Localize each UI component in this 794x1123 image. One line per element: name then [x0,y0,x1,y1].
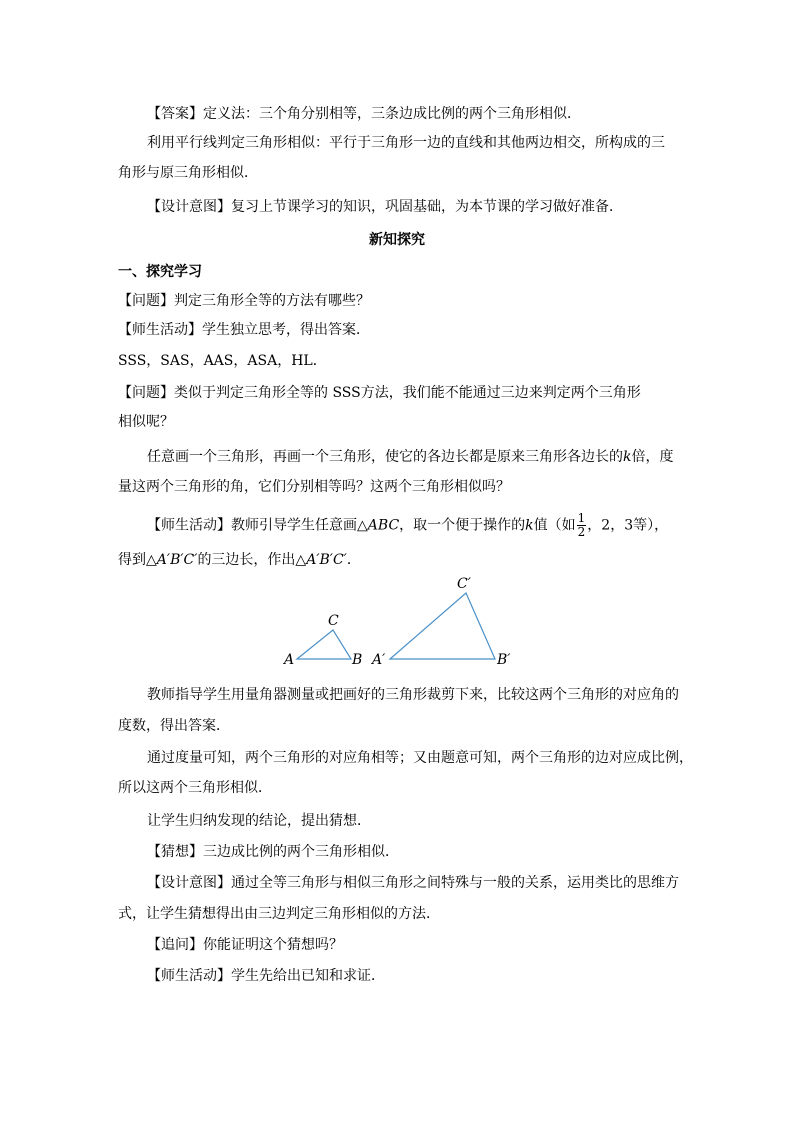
question-line: 【问题】判定三角形全等的方法有哪些？ [118,293,370,309]
text-segment: 任意画一个三角形，再画一个三角形，使它的各边长都是原来三角形各边长的 [147,449,623,465]
fraction-numerator: 1 [577,511,586,525]
paragraph-line: 教师指导学生用量角器测量或把画好的三角形裁剪下来，比较这两个三角形的对应角的 [147,687,679,703]
text-segment: 得到△ [118,552,157,568]
paragraph-line: 式，让学生猜想得出由三边判定三角形相似的方法． [118,906,440,922]
small-triangle [297,630,351,659]
paragraph-line: 通过度量可知，两个三角形的对应角相等；又由题意可知，两个三角形的边对应成比例， [147,750,693,766]
text-segment: 的三边长，作出△ [197,552,307,568]
text-segment: 值（如 [533,517,576,534]
triangle-abc-prime-label: A′B′C′ [156,552,198,568]
paragraph-line: 所以这两个三角形相似． [118,780,272,796]
variable-k: k [525,517,534,534]
paragraph-line: 利用平行线判定三角形相似：平行于三角形一边的直线和其他两边相交，所构成的三 [147,135,665,151]
section-title: 新知探究 [369,232,425,248]
conjecture-line: 【猜想】三边成比例的两个三角形相似． [147,844,399,860]
vertex-label-a-prime: A′ [372,652,386,668]
triangle-abc-label: ABC [367,517,400,534]
activity-line: 【师生活动】学生先给出已知和求证． [147,968,385,984]
vertex-label-b: B [352,652,363,668]
activity-line [147,512,707,539]
text-segment: 倍，度 [631,449,674,465]
text-segment: ，取一个便于操作的 [399,517,526,534]
vertex-label-a: A [284,652,295,668]
answer-line: 【答案】定义法：三个角分别相等，三条边成比例的两个三角形相似． [147,106,581,122]
paragraph-line: 让学生归纳发现的结论，提出猜想． [147,813,371,829]
subsection-heading: 一、探究学习 [118,264,202,280]
variable-k: k [623,449,632,465]
design-intent-line: 【设计意图】复习上节课学习的知识，巩固基础，为本节课的学习做好准备． [147,199,623,215]
paragraph-line: 角形与原三角形相似． [118,165,258,181]
text-segment: 【师生活动】教师引导学生任意画△ [147,517,368,534]
answer-methods-line: SSS，SAS，AAS，ASA，HL． [118,353,327,369]
large-triangle [390,593,495,659]
activity-line: 【师生活动】学生独立思考，得出答案． [118,322,370,338]
text-segment: ． [346,552,361,568]
paragraph-line: 相似呢？ [118,414,174,430]
paragraph-line: 度数，得出答案． [118,718,230,734]
triangle-abc-prime-label: A′B′C′ [306,552,347,568]
vertex-label-b-prime: B′ [497,652,511,668]
fraction-denominator: 2 [577,525,586,539]
text-segment: ，2，3等）， [587,517,669,534]
follow-up-question-line: 【追问】你能证明这个猜想吗？ [147,937,343,953]
fraction-one-half [577,512,587,539]
question-line: 【问题】类似于判定三角形全等的 SSS方法，我们能不能通过三边来判定两个三角形 [118,385,641,401]
paragraph-line [147,447,707,467]
paragraph-line: 量这两个三角形的角，它们分别相等吗？这两个三角形相似吗？ [118,479,510,495]
design-intent-line: 【设计意图】通过全等三角形与相似三角形之间特殊与一般的关系，运用类比的思维方 [147,875,679,891]
similar-triangles-figure [270,572,530,672]
paragraph-line [118,550,678,570]
vertex-label-c-prime: C′ [457,576,471,592]
vertex-label-c: C [328,613,339,629]
